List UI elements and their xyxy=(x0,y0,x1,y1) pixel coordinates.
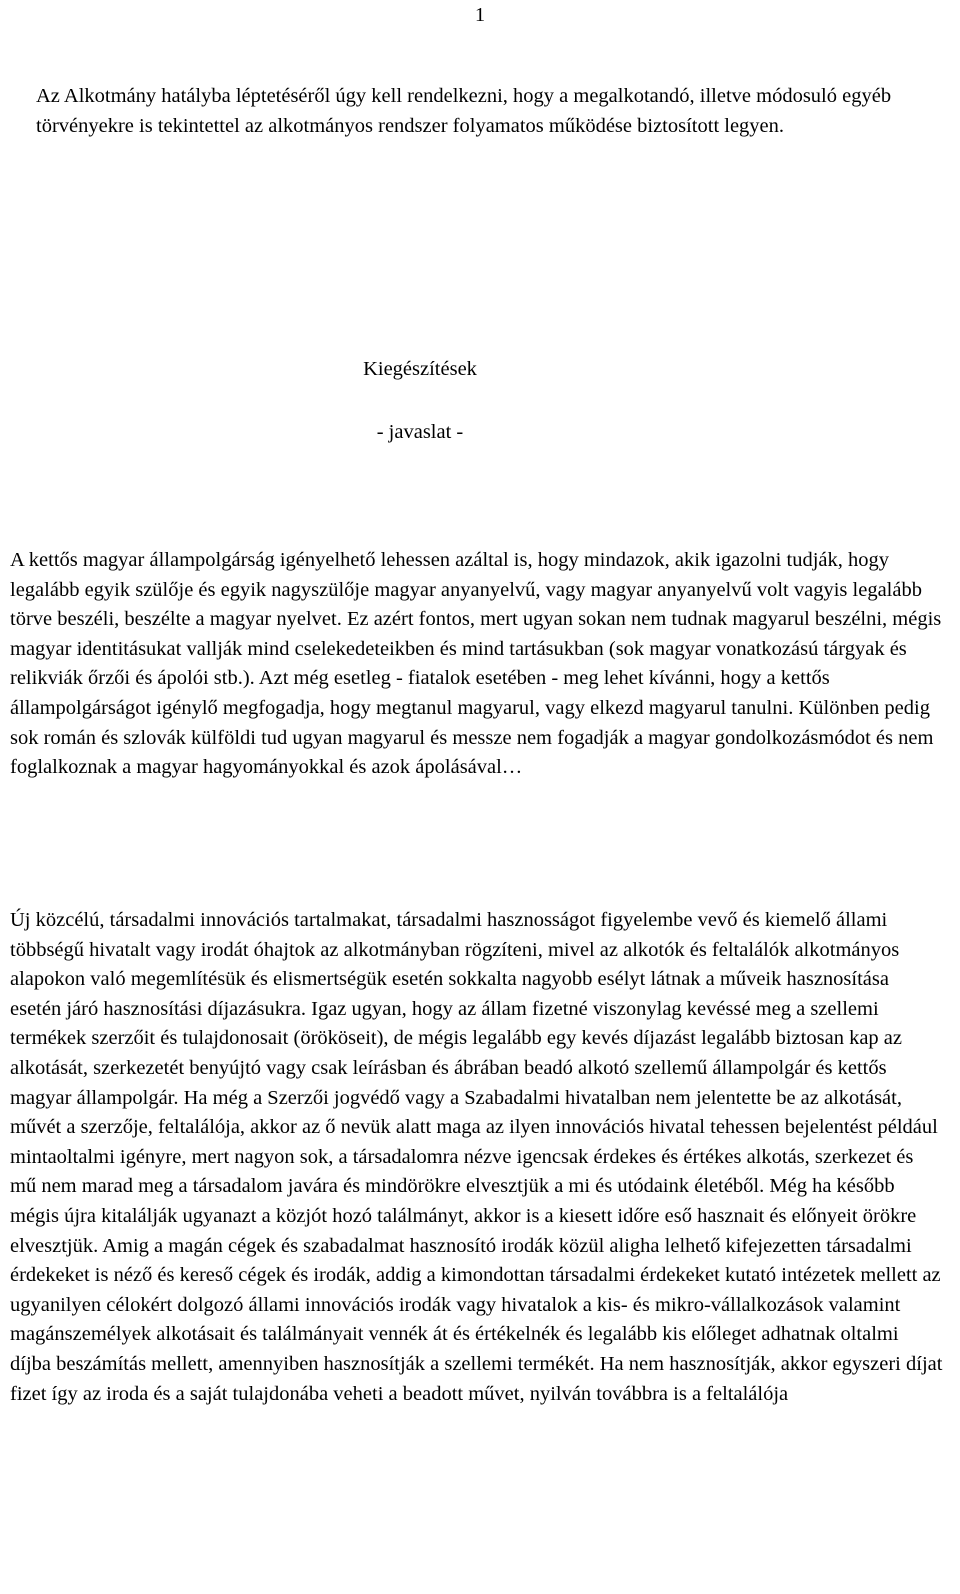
paragraph-dual-citizenship: A kettős magyar állampolgárság igényelhető lehessen azáltal is, hogy mindazok, akik igazolni tudják, hogy legalább egyik szülője és egyik nagyszülője magyar anyanyelvű, vagy magyar anyanyelvű volt vagyis legalább törve beszéli, beszélte a magyar nyelvet. Ez azért fontos, mert ugyan sokan nem tudnak magyarul beszélni, mégis magyar identitásukat vallják mind cselekedeteikben és mind tartásukban (sok magyar vonatkozású tárgyak és relikviák őrzői és ápolói stb.). Azt még esetleg - fiatalok esetében - meg lehet kívánni, hogy a kettős állampolgárságot igénylő megfogadja, hogy megtanul magyarul, vagy elkezd magyarul tanulni. Különben pedig sok román és szlovák külföldi tud ugyan magyarul és messze nem fogadják a magyar gondolkozásmódot és nem foglalkoznak a magyar hagyományokkal és azok ápolásával… xyxy=(10,549,942,779)
intro-paragraph: Az Alkotmány hatályba léptetéséről úgy kell rendelkezni, hogy a megalkotandó, illetve módosuló egyéb törvényekre is tekintettel az alkotmányos rendszer folyamatos működése biztosított legyen. xyxy=(36,85,892,137)
section-subtitle: - javaslat - xyxy=(376,421,464,443)
page-number: 1 xyxy=(474,4,486,26)
section-title: Kiegészítések xyxy=(363,358,477,380)
paragraph-innovation-office: Új közcélú, társadalmi innovációs tartalmakat, társadalmi hasznosságot figyelembe vevő és kiemelő állami többségű hivatalt vagy irodát óhajtok az alkotmányban rögzíteni, mivel az alkotók és feltalálók alkotmányos alapokon való megemlítésük és elismertségük esetén sokkalta nagyobb esélyt látnak a műveik hasznosítása esetén járó hasznosítási díjazásukra. Igaz ugyan, hogy az állam fizetné viszonylag kevéssé meg a szellemi termékek szerzőit és tulajdonosait (örököseit), de mégis legalább egy kevés díjazást legalább biztosan kap az alkotását, szerkezetét benyújtó vagy csak leírásban és ábrában beadó alkotó szellemű állampolgár és kettős magyar állampolgár. Ha még a Szerzői jogvédő vagy a Szabadalmi hivatalban nem jelentette be az alkotását, művét a szerzője, feltalálója, akkor az ő nevük alatt maga az ilyen innovációs hivatal tehessen bejelentést például mintaoltalmi igényre, mert nagyon sok, a társadalomra nézve igencsak érdekes és értékes alkotás, szerkezet és mű nem marad meg a társadalom javára és mindörökre elvesztjük a mi és utódaink életéből. Még ha később mégis újra kitalálják ugyanazt a közjót hozó találmányt, akkor is a kiesett időre eső hasznait és előnyeit örökre elvesztjük. Amig a magán cégek és szabadalmat hasznosító irodák közül aligha lelhető kifejezetten társadalmi érdekeket is néző és kereső cégek és irodák, addig a kimondottan társadalmi érdekeket kutató intézetek mellett az ugyanilyen célokért dolgozó állami innovációs irodák vagy hivatalok a kis- és mikro-vállalkozások valamint magánszemélyek alkotásait és találmányait vennék át és értékelnék és legalább kis előleget adhatnak oltalmi díjba beszámítás mellett, amennyiben hasznosítják a szellemi termékét. Ha nem hasznosítják, akkor egyszeri díjat fizet így az iroda és a saját tulajdonába veheti a beadott művet, nyilván továbbra is a feltalálója xyxy=(10,909,943,1405)
